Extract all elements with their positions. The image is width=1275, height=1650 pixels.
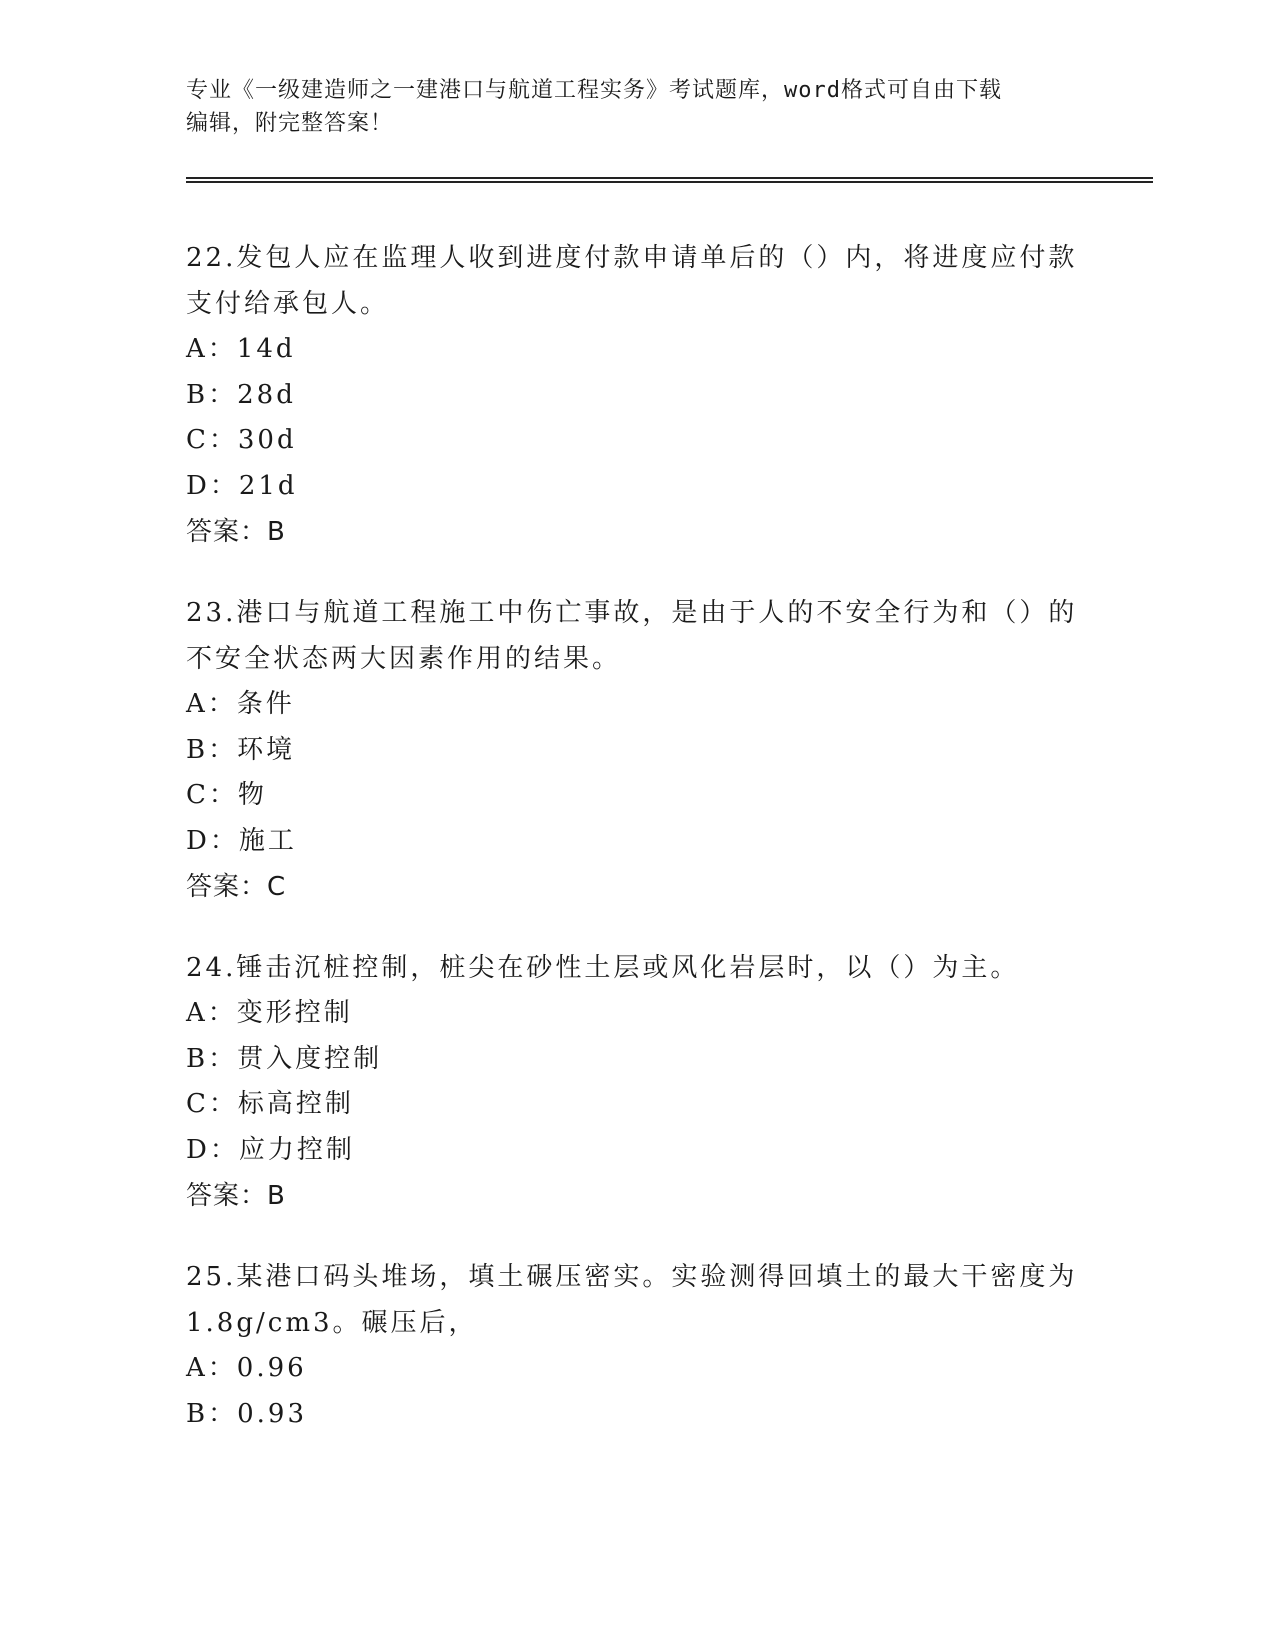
question-stem: 23.港口与航道工程施工中伤亡事故，是由于人的不安全行为和（）的 [186, 598, 1078, 628]
option-c: C：标高控制 [186, 1089, 354, 1119]
question-stem: 不安全状态两大因素作用的结果。 [186, 644, 622, 674]
option-a: A：条件 [186, 689, 295, 719]
document-header [186, 74, 1066, 140]
header-line: 编辑，附完整答案！ [186, 111, 394, 136]
question-22 [186, 235, 1086, 555]
option-d: D：21d [186, 470, 298, 501]
answer: 答案：B [186, 517, 286, 547]
option-a: A：0.96 [186, 1353, 307, 1383]
option-c: C：物 [186, 780, 267, 810]
option-b: B：环境 [186, 734, 296, 765]
question-stem: 22.发包人应在监理人收到进度付款申请单后的（）内，将进度应付款 [186, 243, 1078, 273]
option-d: D：施工 [186, 825, 297, 856]
answer: 答案：B [186, 1181, 286, 1211]
option-d: D：应力控制 [186, 1134, 355, 1165]
header-divider [186, 177, 1153, 183]
question-stem: 24.锤击沉桩控制，桩尖在砂性土层或风化岩层时，以（）为主。 [186, 953, 1020, 983]
question-24 [186, 945, 1086, 1219]
header-line: 专业《一级建造师之一建港口与航道工程实务》考试题库，word格式可自由下载 [186, 78, 1002, 103]
question-stem: 支付给承包人。 [186, 289, 390, 319]
question-23 [186, 590, 1086, 910]
question-stem: 1.8g/cm3。碾压后， [186, 1308, 478, 1338]
question-25 [186, 1254, 1086, 1437]
option-b: B：贯入度控制 [186, 1043, 383, 1074]
question-stem: 25.某港口码头堆场，填土碾压密实。实验测得回填土的最大干密度为 [186, 1262, 1078, 1292]
option-c: C：30d [186, 425, 297, 455]
answer: 答案：C [186, 872, 287, 902]
option-b: B：0.93 [186, 1398, 307, 1429]
option-a: A：变形控制 [186, 998, 353, 1028]
question-list [186, 235, 1086, 1472]
option-b: B：28d [186, 379, 296, 410]
option-a: A：14d [186, 334, 296, 364]
